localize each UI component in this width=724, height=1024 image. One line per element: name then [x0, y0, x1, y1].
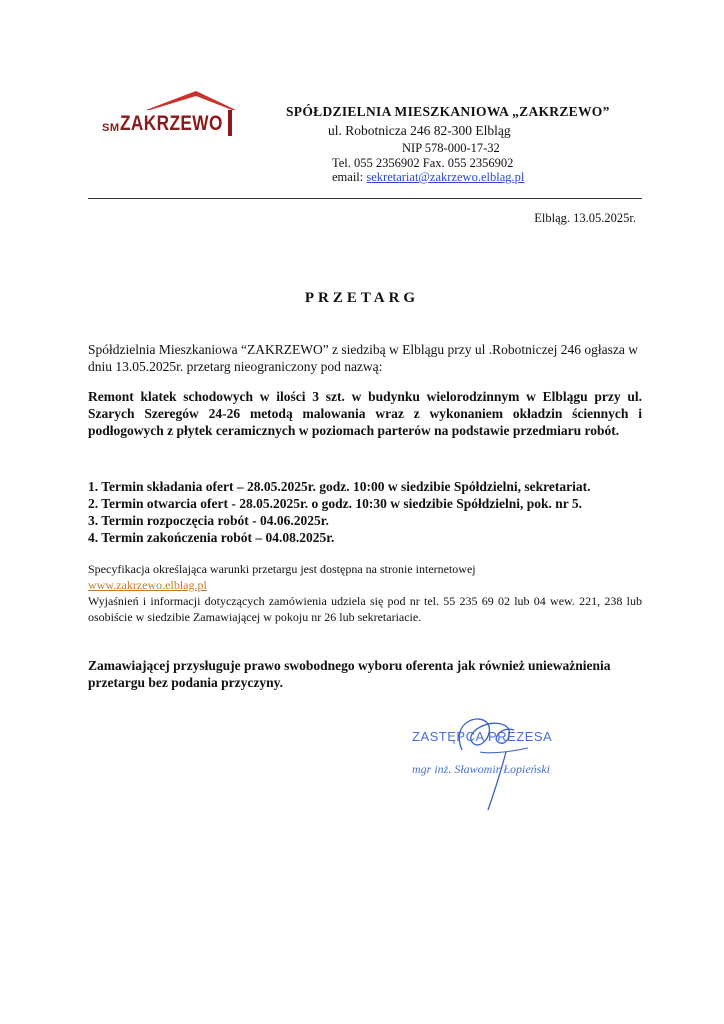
tender-subject: Remont klatek schodowych w ilości 3 szt. w budynku wielorodzinnym w Elblągu przy ul. Szarych Szeregów 24-26 metodą malowania wraz z wykonaniem okładzin ściennych i podłogowych z płytek ceramicznych w poziomach parterów na podstawie przedmiaru robót. — [88, 389, 642, 438]
specification-paragraph — [88, 561, 642, 625]
rights-paragraph: Zamawiającej przysługuje prawo swobodnego wyboru oferenta jak również unieważnienia przetargu bez podania przyczyny. — [88, 658, 611, 690]
email-link[interactable]: sekretariat@zakrzewo.elblag.pl — [366, 170, 525, 184]
organization-name: SPÓŁDZIELNIA MIESZKANIOWA „ZAKRZEWO” — [286, 104, 610, 119]
terms-list — [88, 478, 642, 546]
email-label: email: — [332, 170, 367, 184]
website-link[interactable]: www.zakrzewo.elblag.pl — [88, 578, 207, 592]
contact-info: Wyjaśnień i informacji dotyczących zamówienia udziela się pod nr tel. 55 235 69 02 lub 04 wew. 221, 238 lub osobiście w siedzibie Zamawiającej w pokoju nr 26 lub sekretariacie. — [88, 594, 642, 624]
spec-line: Specyfikacja określająca warunki przetargu jest dostępna na stronie internetowej — [88, 562, 476, 576]
signature-stamp — [410, 712, 590, 812]
logo-prefix: SM — [102, 122, 120, 134]
logo-name: ZAKRZEWO — [120, 112, 223, 135]
term-item: 4. Termin zakończenia robót – 04.08.2025r. — [88, 530, 335, 545]
nip: NIP 578-000-17-32 — [402, 141, 500, 155]
term-item: 3. Termin rozpoczęcia robót - 04.06.2025r. — [88, 513, 329, 528]
address: ul. Robotnicza 246 82-300 Elbląg — [328, 123, 511, 138]
stamp-title: ZASTĘPCA PREZESA — [412, 729, 553, 744]
phone-fax: Tel. 055 2356902 Fax. 055 2356902 — [332, 156, 514, 170]
header-divider — [88, 198, 642, 199]
email-line — [332, 170, 524, 185]
intro-paragraph: Spółdzielnia Mieszkaniowa “ZAKRZEWO” z siedzibą w Elblągu przy ul .Robotniczej 246 ogłasza w dniu 13.05.2025r. przetarg nieograniczony pod nazwą: — [88, 342, 638, 374]
stamp-name: mgr inż. Sławomir Łopieński — [412, 762, 551, 776]
document-date: Elbląg. 13.05.2025r. — [534, 211, 636, 225]
term-item: 1. Termin składania ofert – 28.05.2025r. godz. 10:00 w siedzibie Spółdzielni, sekretariat. — [88, 479, 591, 494]
term-item: 2. Termin otwarcia ofert - 28.05.2025r. o godz. 10:30 w siedzibie Spółdzielni, pok. nr 5. — [88, 496, 583, 511]
logo — [96, 88, 246, 140]
signature-icon — [410, 712, 590, 812]
document-title: PRZETARG — [304, 290, 420, 306]
